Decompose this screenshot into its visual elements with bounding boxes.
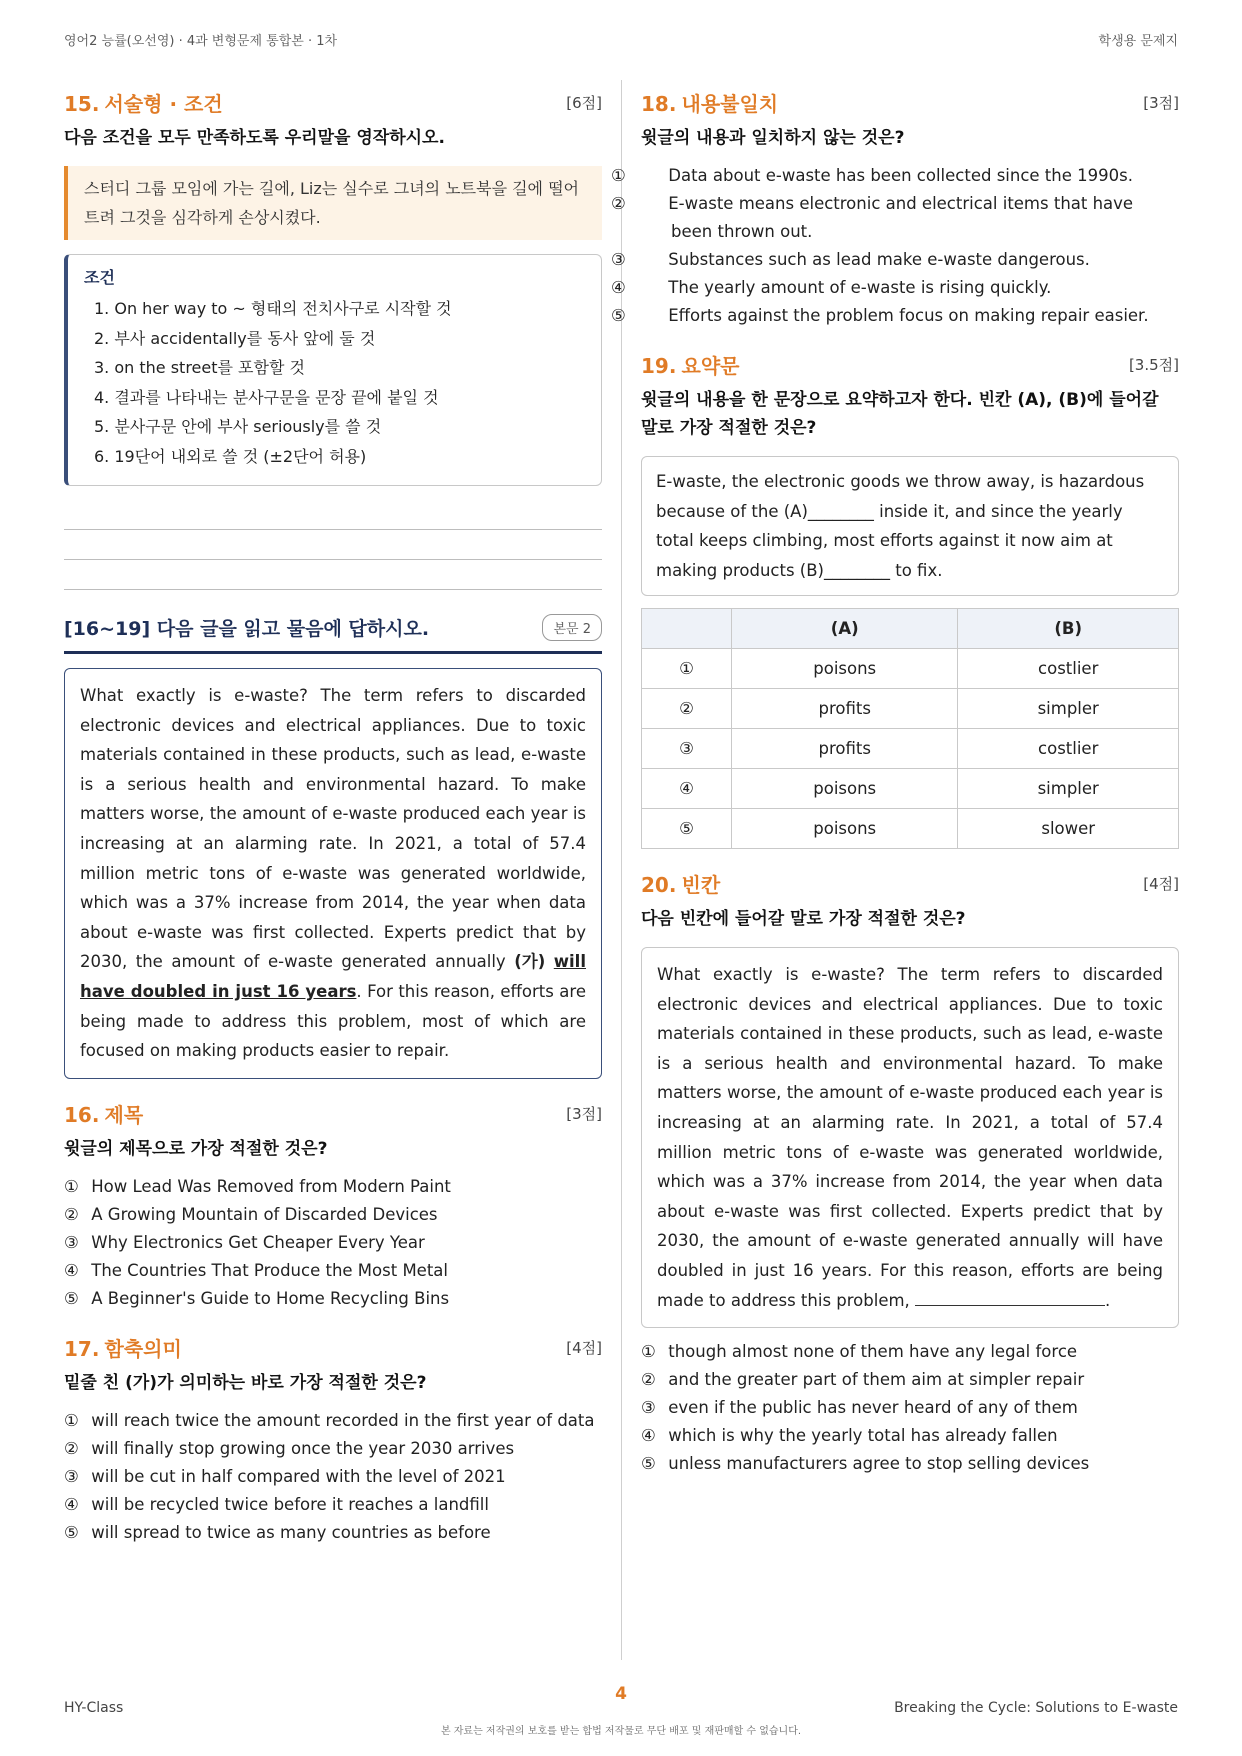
condition-item: 5. 분사구문 안에 부사 seriously를 쓸 것 <box>94 417 382 436</box>
left-column <box>64 88 602 1547</box>
q16-number: 16. <box>64 1102 100 1127</box>
passage-text-before: What exactly is e-waste? The term refers to discarded electronic devices and electrical appliances. Due to toxic materials contained in these products, such as lead, e-waste is a serious health and environmental hazard. To make matters worse, the amount of e-waste produced each year is increasing at an alarming rate. In 2021, a total of 57.4 million metric tons of e-waste was generated worldwide, which was a 37% increase from 2014, the year when data about e-waste was first collected. Experts predict that by 2030, the amount of e-waste generated annually <box>80 686 586 972</box>
option-item[interactable]: ⑤ Efforts against the problem focus on making repair easier. <box>611 306 1149 325</box>
passage-text <box>64 668 602 1079</box>
q20-prompt: 다음 빈칸에 들어갈 말로 가장 적절한 것은? <box>641 909 966 929</box>
passage-badge: 본문 2 <box>542 614 602 641</box>
condition-item: 2. 부사 accidentally를 동사 앞에 둘 것 <box>94 328 376 348</box>
q17-type: 함축의미 <box>104 1336 182 1361</box>
conditions-list <box>84 294 585 471</box>
option-item[interactable]: ② will finally stop growing once the year 2030 arrives <box>64 1438 515 1458</box>
q18-number: 18. <box>641 92 677 116</box>
question-20 <box>641 869 1179 1478</box>
option-item[interactable]: ⑤ unless manufacturers agree to stop selling devices <box>641 1454 1090 1474</box>
condition-item: 1. On her way to ~ 형태의 전치사구로 시작할 것 <box>94 299 452 318</box>
option-item[interactable]: ⑤ A Beginner's Guide to Home Recycling Bins <box>64 1288 450 1308</box>
q19-summary: E-waste, the electronic goods we throw away, is hazardous because of the (A)________ inside it, and since the yearly total keeps climbing, most efforts against it now aim at making products (B)________ to fix. <box>641 456 1179 596</box>
col-a-header: (A) <box>732 609 958 649</box>
q16-options <box>64 1173 602 1313</box>
option-item[interactable]: ④ The yearly amount of e-waste is rising quickly. <box>611 278 1052 297</box>
footer-brand: HY-Class <box>64 1700 124 1716</box>
q20-points: [4점] <box>1143 875 1179 893</box>
passage-text-after: . For this reason, efforts are being made to address this problem, most of which are focused on making products easier to repair. <box>80 981 586 1061</box>
condition-item: 4. 결과를 나타내는 분사구문을 문장 끝에 붙일 것 <box>94 387 439 407</box>
option-item[interactable]: ③ Substances such as lead make e-waste dangerous. <box>611 250 1090 269</box>
q20-options <box>641 1338 1179 1478</box>
passage-title: [16~19] 다음 글을 읽고 물음에 답하시오. <box>64 618 430 640</box>
page-header <box>64 30 1178 54</box>
option-item[interactable]: ④ will be recycled twice before it reaches a landfill <box>64 1494 489 1514</box>
q18-points: [3점] <box>1143 94 1179 112</box>
question-17 <box>64 1333 602 1547</box>
passage-marker: (가) <box>514 952 546 972</box>
q17-prompt: 밑줄 친 (가)가 의미하는 바로 가장 적절한 것은? <box>64 1372 427 1393</box>
q15-conditions-box <box>64 254 602 486</box>
question-15 <box>64 88 602 590</box>
q19-prompt: 윗글의 내용을 한 문장으로 요약하고자 한다. 빈칸 (A), (B)에 들어갈 말로 가장 적절한 것은? <box>641 390 1159 438</box>
option-item[interactable]: ③ will be cut in half compared with the level of 2021 <box>64 1466 506 1486</box>
option-item[interactable]: ① How Lead Was Removed from Modern Paint <box>64 1176 451 1196</box>
option-item[interactable]: ③ Why Electronics Get Cheaper Every Year <box>64 1232 425 1252</box>
footer-lesson-title: Breaking the Cycle: Solutions to E-waste <box>894 1700 1178 1716</box>
header-title: 영어2 능률(오선영) · 4과 변형문제 통합본 · 1차 <box>64 34 338 49</box>
table-corner <box>642 609 732 649</box>
answer-line[interactable] <box>64 560 602 590</box>
q20-passage <box>641 947 1179 1328</box>
q16-type: 제목 <box>104 1102 144 1127</box>
question-18 <box>611 88 1179 330</box>
option-item[interactable]: ② A Growing Mountain of Discarded Devices <box>64 1204 438 1224</box>
table-row[interactable]: ② profits simpler <box>642 689 1179 729</box>
q17-options <box>64 1407 602 1547</box>
copyright-notice: 본 자료는 저작권의 보호를 받는 합법 저작물로 무단 배포 및 재판매할 수 없습니다. <box>440 1726 802 1737</box>
q19-answer-table <box>641 608 1179 849</box>
q15-prompt: 다음 조건을 모두 만족하도록 우리말을 영작하시오. <box>64 128 445 148</box>
q18-type: 내용불일치 <box>681 92 779 116</box>
table-row[interactable]: ④ poisons simpler <box>642 769 1179 809</box>
option-item[interactable]: ④ The Countries That Produce the Most Metal <box>64 1260 448 1280</box>
header-label: 학생용 문제지 <box>1098 34 1178 49</box>
option-item[interactable]: ② and the greater part of them aim at simpler repair <box>641 1370 1085 1390</box>
q16-prompt: 윗글의 제목으로 가장 적절한 것은? <box>64 1138 328 1159</box>
q15-type: 서술형 · 조건 <box>104 92 223 116</box>
option-item[interactable]: ① will reach twice the amount recorded in the first year of data <box>64 1410 595 1430</box>
q19-number: 19. <box>641 354 677 378</box>
q15-korean-sentence: 스터디 그룹 모임에 가는 길에, Liz는 실수로 그녀의 노트북을 길에 떨어트려 그것을 심각하게 손상시켰다. <box>64 166 602 240</box>
answer-line[interactable] <box>64 530 602 560</box>
page-footer <box>64 1684 1178 1744</box>
q20-passage-text: What exactly is e-waste? The term refers to discarded electronic devices and electrical appliances. Due to toxic materials contained in these products, such as lead, e-waste is a serious health and environmental hazard. To make matters worse, the amount of e-waste produced each year is increasing at an alarming rate. In 2021, a total of 57.4 million metric tons of e-waste was generated worldwide, which was a 37% increase from 2014, the year when data about e-waste was first collected. Experts predict that by 2030, the amount of e-waste generated annually will have doubled in just 16 years. For this reason, efforts are being made to address this problem, <box>657 965 1163 1310</box>
table-row[interactable]: ⑤ poisons slower <box>642 809 1179 849</box>
condition-item: 3. on the street를 포함할 것 <box>94 358 305 377</box>
option-item[interactable]: ② E-waste means electronic and electrical items that have been thrown out. <box>611 194 1134 241</box>
q17-number: 17. <box>64 1336 100 1361</box>
q20-number: 20. <box>641 873 677 897</box>
option-item[interactable]: ① Data about e-waste has been collected since the 1990s. <box>611 166 1133 185</box>
q20-passage-end: . <box>1105 1290 1111 1310</box>
condition-item: 6. 19단어 내외로 쓸 것 (±2단어 허용) <box>94 446 367 466</box>
option-item[interactable]: ⑤ will spread to twice as many countries as before <box>64 1522 491 1542</box>
option-item[interactable]: ④ which is why the yearly total has already fallen <box>641 1426 1058 1446</box>
page-number: 4 <box>615 1684 627 1704</box>
question-19 <box>641 350 1179 849</box>
q19-type: 요약문 <box>681 354 740 378</box>
col-b-header: (B) <box>958 609 1179 649</box>
q16-points: [3점] <box>566 1104 602 1123</box>
blank-line <box>915 1290 1105 1306</box>
conditions-title: 조건 <box>84 268 115 287</box>
passage-header <box>64 614 602 654</box>
table-row[interactable]: ③ profits costlier <box>642 729 1179 769</box>
right-column <box>611 88 1179 1478</box>
answer-line[interactable] <box>64 500 602 530</box>
q18-options <box>611 162 1179 330</box>
q19-points: [3.5점] <box>1128 356 1179 374</box>
table-row[interactable]: ① poisons costlier <box>642 649 1179 689</box>
q15-number: 15. <box>64 92 100 116</box>
q18-prompt: 윗글의 내용과 일치하지 않는 것은? <box>641 128 905 148</box>
underlined-phrase: will have doubled in just 16 years <box>80 952 586 1001</box>
q15-points: [6점] <box>566 94 602 112</box>
q20-type: 빈칸 <box>681 873 721 897</box>
q15-answer-lines <box>64 500 602 590</box>
q17-points: [4점] <box>566 1338 602 1357</box>
option-item[interactable]: ③ even if the public has never heard of any of them <box>641 1398 1078 1418</box>
question-16 <box>64 1099 602 1313</box>
option-item[interactable]: ① though almost none of them have any legal force <box>641 1342 1078 1362</box>
